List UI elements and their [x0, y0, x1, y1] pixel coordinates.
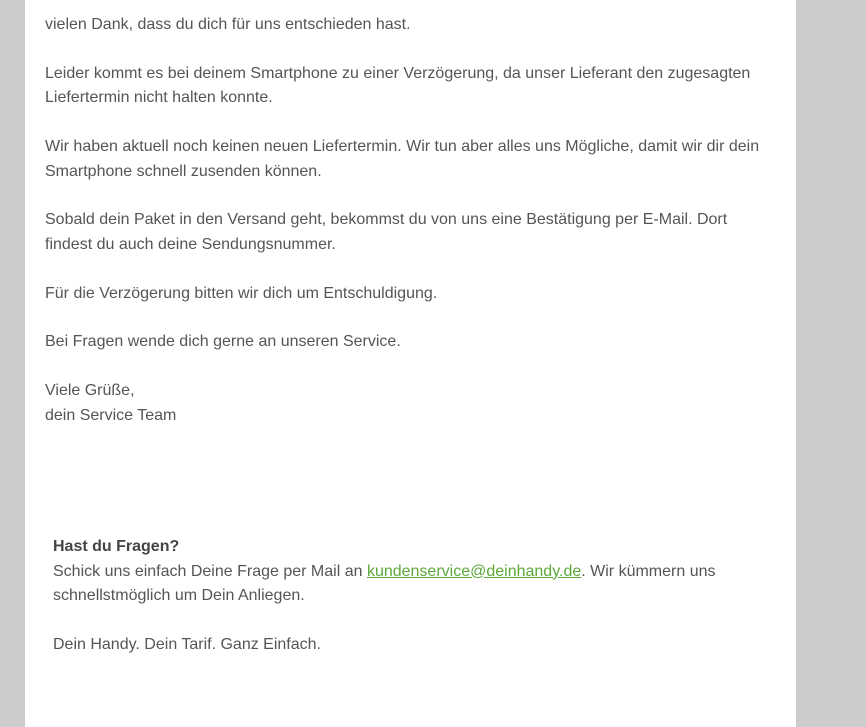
email-body-text [45, 13, 775, 428]
closing-signature: dein Service Team [45, 406, 177, 424]
footer-contact-section [53, 535, 753, 657]
closing-greeting: Viele Grüße, [45, 382, 135, 400]
paragraph-service-contact: Bei Fragen wende dich gerne an unseren Service. [45, 333, 401, 351]
paragraph-shipping-confirmation: Sobald dein Paket in den Versand geht, bekommst du von uns eine Bestätigung per E-Mail. Dort findest du auch deine Sendungsnummer. [45, 211, 728, 253]
footer-tagline: Dein Handy. Dein Tarif. Ganz Einfach. [53, 635, 321, 653]
paragraph-no-new-date: Wir haben aktuell noch keinen neuen Liefertermin. Wir tun aber alles uns Mögliche, damit wir dir dein Smartphone schnell zusenden können. [45, 138, 760, 180]
email-body-card [25, 0, 796, 727]
support-email-link[interactable]: kundenservice@deinhandy.de [366, 562, 582, 580]
footer-heading: Hast du Fragen? [53, 538, 180, 555]
paragraph-thanks: vielen Dank, dass du dich für uns entschieden hast. [45, 16, 411, 33]
paragraph-delay-notice: Leider kommt es bei deinem Smartphone zu einer Verzögerung, da unser Lieferant den zugesagten Liefertermin nicht halten konnte. [45, 64, 751, 107]
paragraph-apology: Für die Verzögerung bitten wir dich um Entschuldigung. [45, 284, 438, 302]
sign-off [45, 379, 775, 428]
footer-contact-text [53, 560, 753, 609]
footer-text-after-link: . Wir kümmern uns schnellstmöglich um Dein Anliegen. [53, 562, 716, 604]
footer-text-before-link: Schick uns einfach Deine Frage per Mail an [53, 562, 367, 580]
